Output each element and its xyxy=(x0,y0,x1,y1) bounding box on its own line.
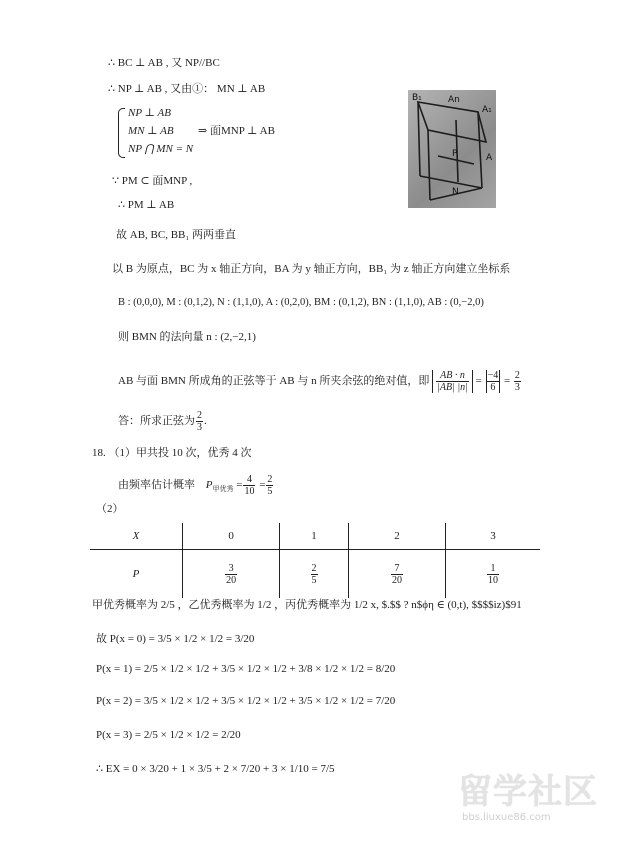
table-label-p: P xyxy=(132,568,140,580)
proof-line-4: ∴ PM ⊥ AB xyxy=(118,199,175,211)
table-cell-x: 3 xyxy=(446,523,540,550)
probs-line: 甲优秀概率为 2/5 ，乙优秀概率为 1/2 ，丙优秀概率为 1/2 x, $.$$ ? n$ϕη ∈ (0,t), $$$$iz)$91 xyxy=(92,599,522,611)
q18-frac-1 xyxy=(243,474,255,497)
proof-line-6: 以 B 为原点，BC 为 x 轴正方向，BA 为 y 轴正方向，BB₁ 为 z 轴正方向建立坐标系 xyxy=(112,263,511,275)
system-line-3: NP ⋂ MN = N xyxy=(128,143,194,155)
table-p-den: 20 xyxy=(226,574,237,586)
answer-num: 2 xyxy=(197,410,202,421)
handwritten-diagram-photo xyxy=(408,90,496,208)
prob-x0: 故 P(x = 0) = 3/5 × 1/2 × 1/2 = 3/20 xyxy=(96,633,255,645)
table-p-den: 20 xyxy=(391,574,402,586)
watermark-url: bbs.liuxue86.com xyxy=(462,812,551,823)
fraction-result-den: 3 xyxy=(514,382,520,393)
q18-frac-2-num: 2 xyxy=(267,474,273,485)
table-p-num: 7 xyxy=(391,563,403,575)
proof-line-5: 故 AB, BC, BB₁ 两两垂直 xyxy=(116,229,236,241)
q18-heading: 18. （1）甲共投 10 次，优秀 4 次 xyxy=(92,447,252,459)
distribution-table xyxy=(90,523,540,598)
system-brace xyxy=(118,108,125,158)
abs-bars xyxy=(432,370,473,393)
watermark xyxy=(458,772,628,836)
table-p-num: 2 xyxy=(311,562,317,574)
proof-line-7: B : (0,0,0), M : (0,1,2), N : (1,1,0), A : (0,2,0), BM : (0,1,2), BN : (1,1,0), AB : (0,−2,0) xyxy=(118,297,484,308)
answer-prefix: 答：所求正弦为 xyxy=(118,415,195,428)
diagram-label-a1: A₁ xyxy=(482,105,492,115)
table-cell-x: 0 xyxy=(183,523,280,550)
table-label-x: X xyxy=(90,523,183,550)
prob-x3: P(x = 3) = 2/5 × 1/2 × 1/2 = 2/20 xyxy=(96,729,241,741)
diagram-label-b1: B₁ xyxy=(412,93,422,103)
equals-1: = xyxy=(475,375,482,388)
system-result: ⇒ 面MNP ⊥ AB xyxy=(198,125,275,137)
table-row xyxy=(90,523,540,550)
equals-2: = xyxy=(503,375,511,388)
diagram-label-an: An xyxy=(448,95,460,105)
q18-part-2: （2） xyxy=(96,503,124,515)
fraction-abs-num: −4 xyxy=(487,370,499,381)
fraction-abs-den: 6 xyxy=(490,382,496,393)
system-line-1: NP ⊥ AB xyxy=(128,107,171,119)
diagram-sketch xyxy=(408,90,496,208)
q18-frac-2 xyxy=(266,474,273,497)
diagram-label-p: P xyxy=(452,149,458,159)
fraction-dot-den: |AB| |n| xyxy=(437,382,468,393)
proof-line-9 xyxy=(118,370,522,393)
table-cell-p xyxy=(446,550,540,599)
system-line-2: MN ⊥ AB xyxy=(128,125,174,137)
diagram-label-n: N xyxy=(452,187,459,197)
table-cell-p xyxy=(280,550,349,599)
table-p-num: 1 xyxy=(487,563,499,575)
fraction-dot-num: AB · n xyxy=(436,370,469,382)
watermark-title: 留学社区 xyxy=(458,772,598,812)
table-cell-x: 2 xyxy=(348,523,445,550)
q18-frac-1-den: 10 xyxy=(244,486,255,497)
q18-estimate-text: 由频率估计概率 xyxy=(118,479,195,492)
q18-p-sub: 甲优秀 xyxy=(212,485,234,494)
answer-den: 3 xyxy=(197,422,202,433)
answer-fraction xyxy=(196,410,203,433)
q18-p-label: P xyxy=(205,479,213,492)
fraction-result-num: 2 xyxy=(514,370,520,381)
table-p-den: 5 xyxy=(311,574,317,586)
fraction-abs xyxy=(486,370,501,393)
answer-line: 答：所求正弦为 $\frac{2}{3}$ . xyxy=(118,410,207,433)
q18-estimate: 由频率估计概率 $P_{甲优秀}$ = $\frac{4}{10}$ = $\frac{2}{5}$ xyxy=(118,474,273,497)
q18-frac-1-num: 4 xyxy=(243,474,255,486)
proof-line-2: ∴ NP ⊥ AB , 又由①： MN ⊥ AB xyxy=(108,83,266,95)
table-cell-x: 1 xyxy=(280,523,349,550)
prob-x1: P(x = 1) = 2/5 × 1/2 × 1/2 + 3/5 × 1/2 × 1/2 + 3/8 × 1/2 × 1/2 = 8/20 xyxy=(96,663,396,675)
proof-line-1: ∴ BC ⊥ AB , 又 NP//BC xyxy=(108,57,220,69)
table-row xyxy=(90,550,540,599)
fraction-dot xyxy=(436,370,469,393)
table-cell-p xyxy=(348,550,445,599)
table-p-den: 10 xyxy=(488,574,499,586)
fraction-result xyxy=(514,370,521,393)
diagram-label-a: A xyxy=(486,153,493,163)
table-p-num: 3 xyxy=(225,563,237,575)
expectation: ∴ EX = 0 × 3/20 + 1 × 3/5 + 2 × 7/20 + 3 × 1/10 = 7/5 xyxy=(96,763,335,775)
proof-line-8: 则 BMN 的法向量 n : (2,−2,1) xyxy=(118,331,256,343)
q18-frac-2-den: 5 xyxy=(267,486,273,497)
table-cell-p xyxy=(183,550,280,599)
prob-x2: P(x = 2) = 3/5 × 1/2 × 1/2 + 3/5 × 1/2 × 1/2 + 3/5 × 1/2 × 1/2 = 7/20 xyxy=(96,695,396,707)
proof-line-3: ∵ PM ⊂ 面MNP , xyxy=(112,175,193,187)
proof-line-9-text: AB 与面 BMN 所成角的正弦等于 AB 与 n 所夹余弦的绝对值，即 xyxy=(118,375,430,388)
